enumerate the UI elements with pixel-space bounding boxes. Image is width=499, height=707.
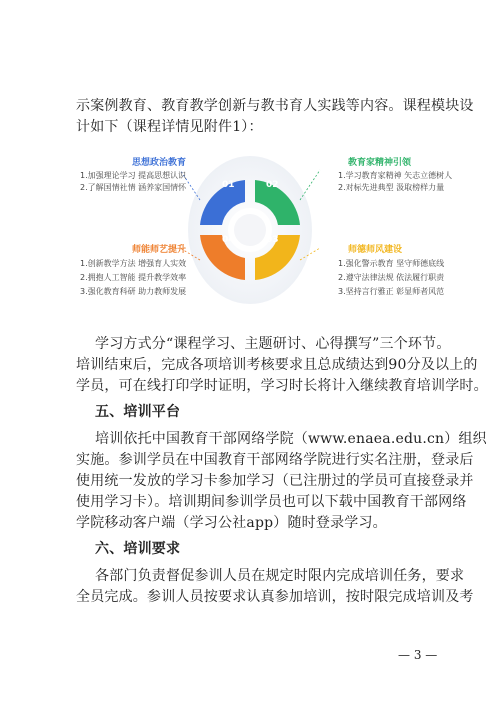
module-num-02: 02 <box>266 180 279 190</box>
module-num-03: 03 <box>266 235 279 245</box>
course-module-diagram <box>80 140 453 320</box>
paragraph-1-line-1: 示案例教育、教育教学创新与教书育人实践等内容。课程模块设 <box>76 98 474 114</box>
paragraph-1-line-2: 计如下（课程详情见附件1）： <box>76 119 263 135</box>
section-5-line-1: 培训依托中国教育干部网络学院（www.enaea.edu.cn）组织 <box>95 431 487 447</box>
module-03-item-1: 1.强化警示教育 坚守师德底线 <box>338 259 445 268</box>
module-04-item-3: 3.强化教育科研 助力教师发展 <box>80 287 187 296</box>
module-04-item-2: 2.拥抱人工智能 提升教学效率 <box>80 273 187 282</box>
section-6-heading: 六、培训要求 <box>95 541 181 557</box>
module-01-item-2: 2.了解国情社情 涵养家国情怀 <box>80 183 187 192</box>
module-title-03: 师德师风建设 <box>348 245 403 255</box>
section-5-line-5: 学院移动客户端（学习公社app）随时登录学习。 <box>76 515 387 531</box>
module-03-item-3: 3.坚持言行雅正 彰显师者风范 <box>338 287 445 296</box>
page-number: — 3 — <box>398 648 438 662</box>
section-6-line-2: 全员完成。参训人员按要求认真参加培训，按时限完成培训及考 <box>76 589 474 605</box>
module-02-item-2: 2.对标先进典型 汲取榜样力量 <box>338 183 445 192</box>
module-num-01: 01 <box>222 180 235 190</box>
section-5-heading: 五、培训平台 <box>95 404 181 420</box>
paragraph-2-line-2: 培训结束后，完成各项培训考核要求且总成绩达到90分及以上的 <box>76 357 478 373</box>
module-title-04: 师能师艺提升 <box>132 245 187 255</box>
module-04-item-1: 1.创新教学方法 增强育人实效 <box>80 259 187 268</box>
section-5-line-4: 使用学习卡）。培训期间参训学员也可以下载中国教育干部网络 <box>76 494 467 510</box>
paragraph-2-line-1: 学习方式分“课程学习、主题研讨、心得撰写”三个环节。 <box>95 336 451 352</box>
paragraph-2-line-3: 学员，可在线打印学时证明，学习时长将计入继续教育培训学时。 <box>76 378 488 394</box>
section-5-line-2: 实施。参训学员在中国教育干部网络学院进行实名注册，登录后 <box>76 452 474 468</box>
section-6-line-1: 各部门负责督促参训人员在规定时限内完成培训任务，要求 <box>95 568 465 584</box>
module-title-01: 思想政治教育 <box>132 158 187 168</box>
module-02-item-1: 1.学习教育家精神 矢志立德树人 <box>338 171 453 180</box>
section-5-line-3: 使用统一发放的学习卡参加学习（已注册过的学员可直接登录并 <box>76 473 474 489</box>
module-num-04: 04 <box>222 235 235 245</box>
module-01-item-1: 1.加强理论学习 提高思想认识 <box>80 171 187 180</box>
module-03-item-2: 2.遵守法律法规 依法履行职责 <box>338 273 445 282</box>
module-title-02: 教育家精神引领 <box>348 158 412 168</box>
